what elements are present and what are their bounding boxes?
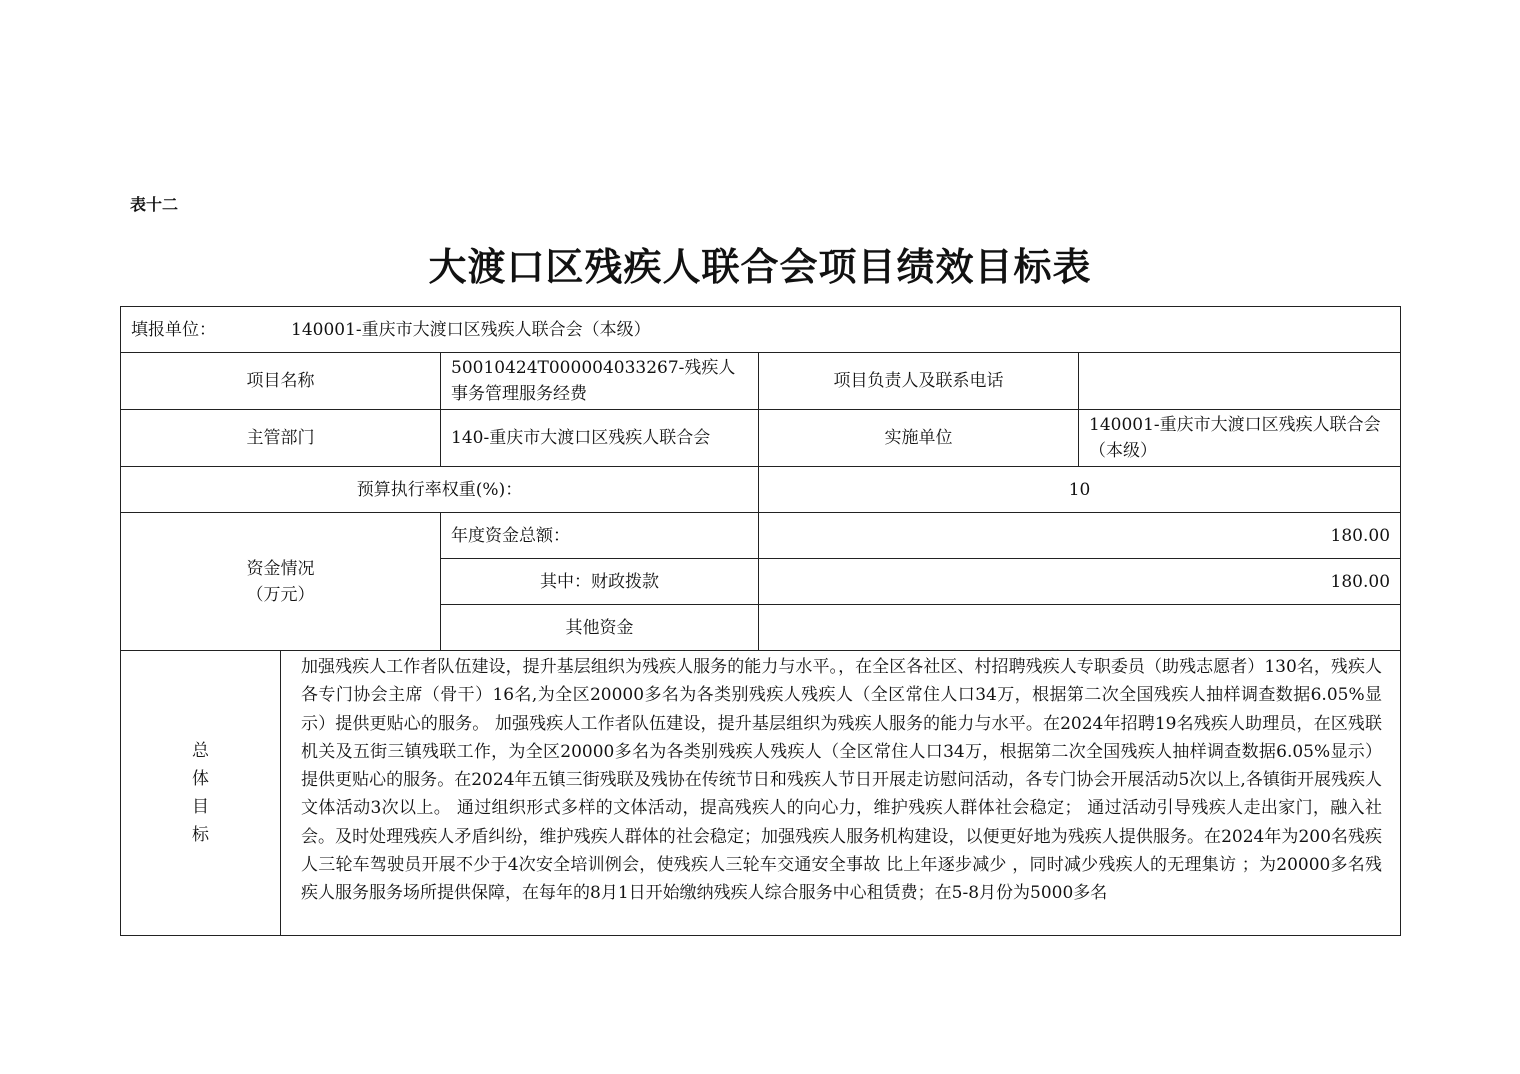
dept-label: 主管部门 xyxy=(121,410,441,467)
goal-label-char-4: 标 xyxy=(192,825,209,845)
project-name-value: 50010424T000004033267-残疾人事务管理服务经费 xyxy=(441,353,759,410)
goal-label-char-2: 体 xyxy=(192,769,209,789)
dept-value: 140-重庆市大渡口区残疾人联合会 xyxy=(441,410,759,467)
fill-unit-row xyxy=(121,307,1401,353)
goal-label-char-3: 目 xyxy=(192,797,209,817)
fill-unit-cell xyxy=(121,307,1401,353)
annual-total-label: 年度资金总额： xyxy=(441,513,759,559)
fiscal-value: 180.00 xyxy=(759,559,1401,605)
project-name-label: 项目名称 xyxy=(121,353,441,410)
project-name-row xyxy=(121,353,1401,410)
project-lead-label: 项目负责人及联系电话 xyxy=(759,353,1079,410)
performance-goal-table xyxy=(120,306,1401,936)
impl-unit-label: 实施单位 xyxy=(759,410,1079,467)
budget-weight-row xyxy=(121,467,1401,513)
overall-goal-label xyxy=(121,651,281,936)
other-funds-value xyxy=(759,605,1401,651)
project-lead-value xyxy=(1079,353,1401,410)
department-row xyxy=(121,410,1401,467)
funds-label xyxy=(121,513,441,651)
overall-goal-row xyxy=(121,651,1401,936)
annual-total-row xyxy=(121,513,1401,559)
other-funds-label: 其他资金 xyxy=(441,605,759,651)
goal-label-char-1: 总 xyxy=(192,741,209,761)
funds-label-line1: 资金情况 xyxy=(246,558,315,579)
funds-label-line2: （万元） xyxy=(246,584,315,605)
fill-unit-value: 140001-重庆市大渡口区残疾人联合会（本级） xyxy=(291,319,651,340)
budget-weight-value: 10 xyxy=(759,467,1401,513)
fill-unit-label: 填报单位： xyxy=(131,319,216,340)
budget-weight-label: 预算执行率权重(%)： xyxy=(121,467,759,513)
annual-total-value: 180.00 xyxy=(759,513,1401,559)
overall-goal-cell xyxy=(281,651,1401,936)
page-title: 大渡口区残疾人联合会项目绩效目标表 xyxy=(428,244,1092,289)
table-number-label: 表十二 xyxy=(130,195,179,214)
impl-unit-value: 140001-重庆市大渡口区残疾人联合会（本级） xyxy=(1079,410,1401,467)
overall-goal-text: 加强残疾人工作者队伍建设，提升基层组织为残疾人服务的能力与水平。，在全区各社区、村招聘残疾人专职委员（助残志愿者）130名，残疾人各专门协会主席（骨干）16名,为全区20000多名为各类别残疾人残疾人（全区常住人口34万，根据第二次全国残疾人抽样调查数据6.05%显示）提供更贴心的服务。 加强残疾人工作者队伍建设，提升基层组织为残疾人服务的能力与水平。在2024年招聘19名残疾人助理员，在区残联机关及五街三镇残联工作，为全区20000多名为各类别残疾人残疾人（全区常住人口34万，根据第二次全国残疾人抽样调查数据6.05%显示）提供更贴心的服务。在2024年五镇三街残联及残协在传统节日和残疾人节日开展走访慰问活动，各专门协会开展活动5次以上,各镇街开展残疾人文体活动3次以上。 通过组织形式多样的文体活动，提高残疾人的向心力，维护残疾人群体社会稳定； 通过活动引导残疾人走出家门，融入社会。及时处理残疾人矛盾纠纷，维护残疾人群体的社会稳定；加强残疾人服务机构建设，以便更好地为残疾人提供服务。在2024年为200名残疾人三轮车驾驶员开展不少于4次安全培训例会，使残疾人三轮车交通安全事故 比上年逐步减少 ，同时减少残疾人的无理集访 ；为20000多名残疾人服务服务场所提供保障，在每年的8月1日开始缴纳残疾人综合服务中心租赁费；在5-8月份为5000多名 xyxy=(301,657,1383,904)
fiscal-label: 其中：财政拨款 xyxy=(441,559,759,605)
